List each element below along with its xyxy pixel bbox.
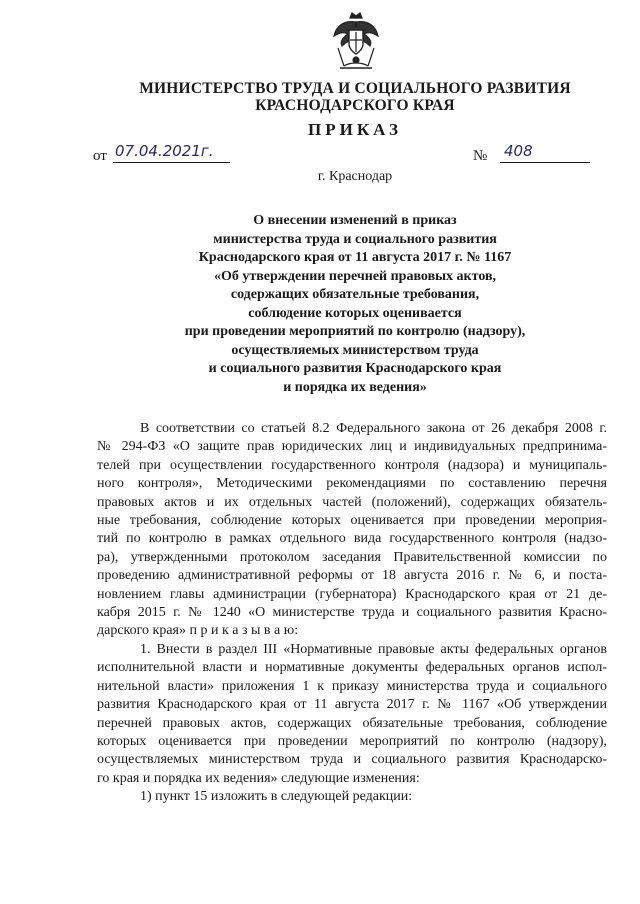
heading-line: при проведении мероприятий по контролю (надзору), bbox=[184, 324, 526, 339]
body-paragraph bbox=[97, 641, 607, 788]
body-line: которых оценивается при проведении мероприятий по контролю (надзору), bbox=[97, 733, 607, 749]
body-line: проведению административной реформы от 18 августа 2016 г. № 6, и поста- bbox=[97, 568, 607, 584]
body-line: дарского края» п р и к а з ы в а ю: bbox=[97, 623, 299, 639]
order-number-field: 408 bbox=[500, 142, 590, 163]
krasnodar-coat-of-arms-icon bbox=[330, 10, 382, 72]
body-line: нительной власти» приложения 1 к приказу министерства труда и социального bbox=[97, 678, 607, 694]
body-paragraph bbox=[97, 788, 607, 806]
body-line: перечней правовых актов, содержащих обязательные требования, соблюдение bbox=[97, 715, 607, 731]
body-line: новлением главы администрации (губернатора) Краснодарского края от 21 де- bbox=[97, 586, 607, 602]
body-line: го края и порядка их ведения» следующие изменения: bbox=[97, 770, 420, 786]
heading-line: О внесении изменений в приказ bbox=[253, 213, 457, 228]
body-line: правовых актов и их отдельных частей (положений), содержащих обязатель- bbox=[97, 494, 607, 510]
heading-line: министерства труда и социального развития bbox=[213, 231, 497, 247]
body-paragraph bbox=[97, 420, 607, 641]
body-line: В соответствии со статьей 8.2 Федерального закона от 26 декабря 2008 г. bbox=[140, 421, 607, 436]
heading-line: осуществляемых министерством труда bbox=[231, 342, 479, 358]
body-line: исполнительной власти и нормативные документы федеральных органов испол- bbox=[97, 660, 607, 676]
ministry-name-line2: КРАСНОДАРСКОГО КРАЯ bbox=[255, 97, 455, 114]
heading-line: соблюдение которых оценивается bbox=[248, 305, 462, 321]
ministry-name-line1: МИНИСТЕРСТВО ТРУДА И СОЦИАЛЬНОГО РАЗВИТИЯ bbox=[139, 80, 571, 97]
heading-line: и порядка их ведения» bbox=[283, 379, 427, 395]
body-line: осуществляемых министерством труда и социального развития Краснодарско- bbox=[97, 752, 607, 768]
body-line: № 294-ФЗ «О защите прав юридических лиц и индивидуальных предпринима- bbox=[97, 439, 607, 455]
body-line: развития Краснодарского края от 11 августа 2017 г. № 1167 «Об утверждении bbox=[97, 697, 607, 713]
body-line: кабря 2015 г. № 1240 «О министерстве труда и социального развития Красно- bbox=[97, 605, 607, 621]
heading-line: Краснодарского края от 11 августа 2017 г. № 1167 bbox=[198, 250, 512, 265]
order-body bbox=[97, 420, 607, 807]
order-date-field: 07.04.2021г. bbox=[113, 142, 230, 163]
body-line: 1. Внести в раздел III «Нормативные правовые акты федеральных органов bbox=[140, 641, 607, 657]
city-label: г. Краснодар bbox=[317, 169, 393, 184]
body-line: ные требования, соблюдение которых оценивается при проведении мероприя- bbox=[97, 513, 607, 529]
number-prefix: № bbox=[473, 148, 488, 164]
date-prefix: от bbox=[93, 148, 107, 164]
heading-line: содержащих обязательные требования, bbox=[230, 287, 480, 302]
body-line: тий по контролю в рамках отдельного вида государственного контроля (надзо- bbox=[97, 531, 607, 547]
heading-line: и социального развития Краснодарского края bbox=[208, 361, 502, 376]
heading-line: «Об утверждении перечней правовых актов, bbox=[213, 268, 497, 284]
body-line: телей при осуществлении государственного контроля (надзора) и муниципаль- bbox=[97, 457, 607, 473]
body-line: 1) пункт 15 изложить в следующей редакции: bbox=[140, 789, 413, 805]
body-line: ного контроля», Методическими рекомендациями по составлению перечня bbox=[97, 476, 607, 492]
order-heading bbox=[150, 212, 560, 397]
order-title: ПРИКАЗ bbox=[308, 120, 402, 139]
body-line: ра), утвержденными протоколом заседания Правительственной комиссии по bbox=[97, 549, 607, 565]
